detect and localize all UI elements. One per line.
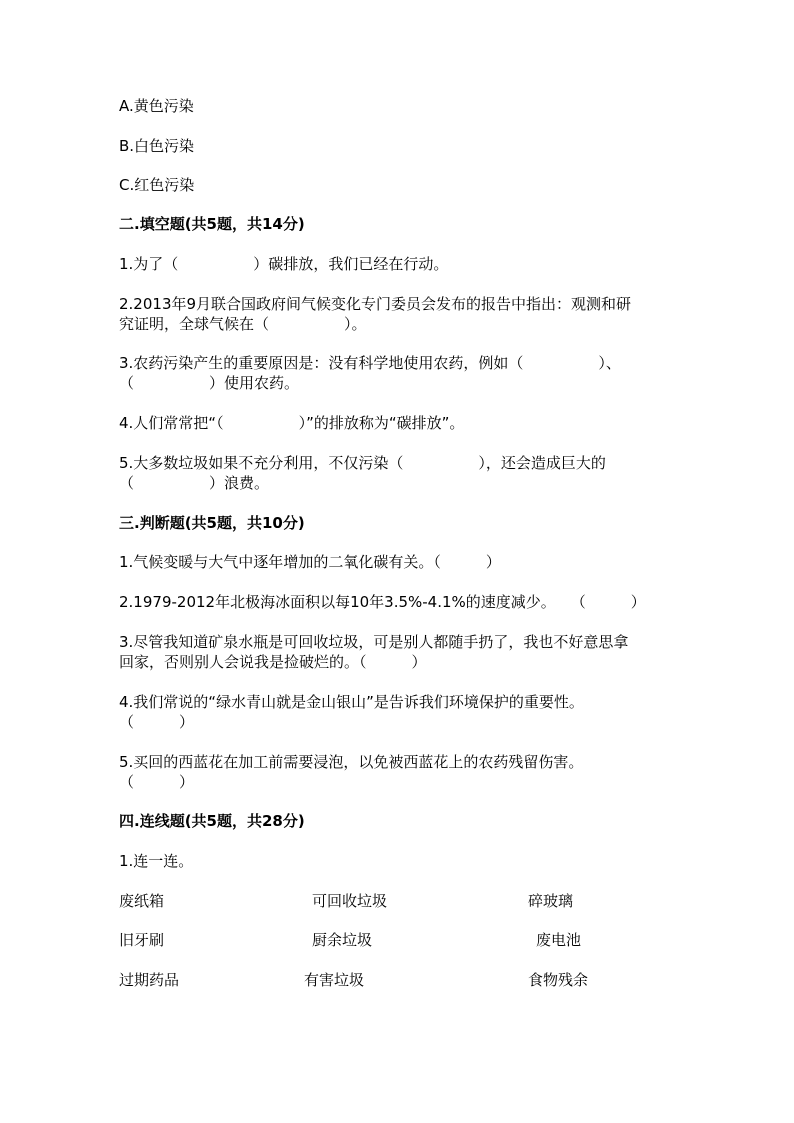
match-item-left-2: 旧牙刷 [119,931,165,949]
option-c: C.红色污染 [119,176,195,194]
match-item-right-2: 废电池 [536,931,582,949]
match-item-left-3: 过期药品 [119,971,180,989]
match-item-mid-1: 可回收垃圾 [312,892,388,910]
option-a: A.黄色污染 [119,97,194,115]
fill-q4: 4.人们常常把“（ ）”的排放称为“碳排放”。 [119,414,465,432]
option-b: B.白色污染 [119,137,195,155]
match-item-right-3: 食物残余 [528,971,589,989]
judge-q2: 2.1979-2012年北极海冰面积以每10年3.5%-4.1%的速度减少。 （ ） [119,593,646,611]
fill-heading: 二.填空题(共5题，共14分) [119,215,305,233]
fill-q5-line2: （ ）浪费。 [119,474,270,492]
match-item-mid-2: 厨余垃圾 [312,931,373,949]
match-q1: 1.连一连。 [119,852,194,870]
judge-q4-line1: 4.我们常说的“绿水青山就是金山银山”是告诉我们环境保护的重要性。 [119,693,584,711]
match-item-right-1: 碎玻璃 [528,892,574,910]
judge-q5-line1: 5.买回的西蓝花在加工前需要浸泡，以免被西蓝花上的农药残留伤害。 [119,753,584,771]
fill-q1: 1.为了（ ）碳排放，我们已经在行动。 [119,255,449,273]
judge-q5-line2: （ ） [119,773,195,791]
match-item-left-1: 废纸箱 [119,892,165,910]
judge-q4-line2: （ ） [119,713,195,731]
fill-q5-line1: 5.大多数垃圾如果不充分利用，不仅污染（ ），还会造成巨大的 [119,454,606,472]
fill-q2-line1: 2.2013年9月联合国政府间气候变化专门委员会发布的报告中指出：观测和研 [119,295,632,313]
judge-q1: 1.气候变暖与大气中逐年增加的二氧化碳有关。（ ） [119,553,501,571]
fill-q2-line2: 究证明，全球气候在（ ）。 [119,315,367,333]
match-item-mid-3: 有害垃圾 [304,971,365,989]
judge-q3-line1: 3.尽管我知道矿泉水瓶是可回收垃圾，可是别人都随手扔了，我也不好意思拿 [119,633,629,651]
judge-q3-line2: 回家，否则别人会说我是捡破烂的。（ ） [119,653,427,671]
match-heading: 四.连线题(共5题，共28分) [119,812,305,830]
fill-q3-line2: （ ）使用农药。 [119,374,300,392]
fill-q3-line1: 3.农药污染产生的重要原因是：没有科学地使用农药，例如（ ）、 [119,354,621,372]
judge-heading: 三.判断题(共5题，共10分) [119,514,305,532]
